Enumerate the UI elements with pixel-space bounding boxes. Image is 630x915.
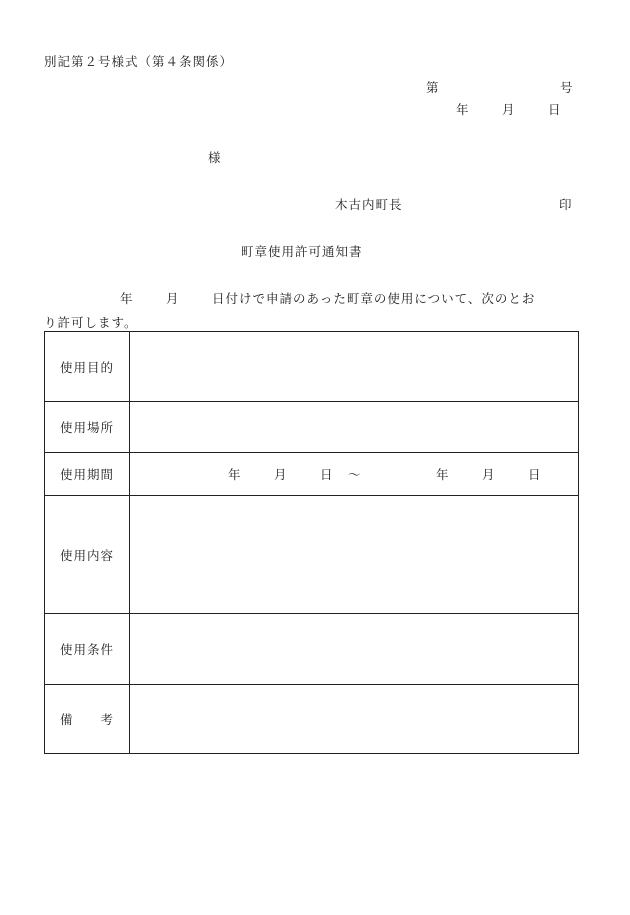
date-year: 年: [456, 102, 469, 117]
period-from-day: 日: [320, 467, 333, 482]
document-number-suffix: 号: [560, 80, 573, 95]
sender-title: 木古内町長: [335, 197, 403, 212]
period-value[interactable]: [130, 453, 579, 496]
period-from-month: 月: [274, 467, 287, 482]
table-row: [45, 685, 579, 754]
purpose-label: 使用目的: [45, 332, 130, 402]
body-year: 年: [120, 291, 133, 306]
document-title: 町章使用許可通知書: [241, 244, 363, 259]
content-label: 使用内容: [45, 496, 130, 614]
table-row: [45, 453, 579, 496]
period-to-year: 年: [436, 467, 449, 482]
seal-mark: 印: [559, 197, 572, 212]
table-row: [45, 332, 579, 402]
document-number-prefix: 第: [426, 80, 439, 95]
period-to-day: 日: [528, 467, 541, 482]
body-month: 月: [166, 291, 179, 306]
period-to-month: 月: [482, 467, 495, 482]
location-value[interactable]: [130, 402, 579, 453]
permission-table: [44, 331, 579, 754]
content-value[interactable]: [130, 496, 579, 614]
period-from-year: 年: [228, 467, 241, 482]
purpose-value[interactable]: [130, 332, 579, 402]
table-row: [45, 614, 579, 685]
body-text-line2: り許可します。: [44, 315, 138, 330]
table-row: [45, 496, 579, 614]
date-month: 月: [502, 102, 515, 117]
table-row: [45, 402, 579, 453]
location-label: 使用場所: [45, 402, 130, 453]
remarks-label: 備 考: [45, 685, 130, 754]
form-reference: 別記第２号様式（第４条関係）: [44, 54, 234, 69]
addressee-honorific: 様: [208, 150, 221, 165]
body-text-line1: 日付けで申請のあった町章の使用について、次のとお: [212, 291, 536, 306]
conditions-label: 使用条件: [45, 614, 130, 685]
period-separator: ～: [348, 467, 361, 482]
period-label: 使用期間: [45, 453, 130, 496]
date-day: 日: [548, 102, 561, 117]
conditions-value[interactable]: [130, 614, 579, 685]
remarks-value[interactable]: [130, 685, 579, 754]
